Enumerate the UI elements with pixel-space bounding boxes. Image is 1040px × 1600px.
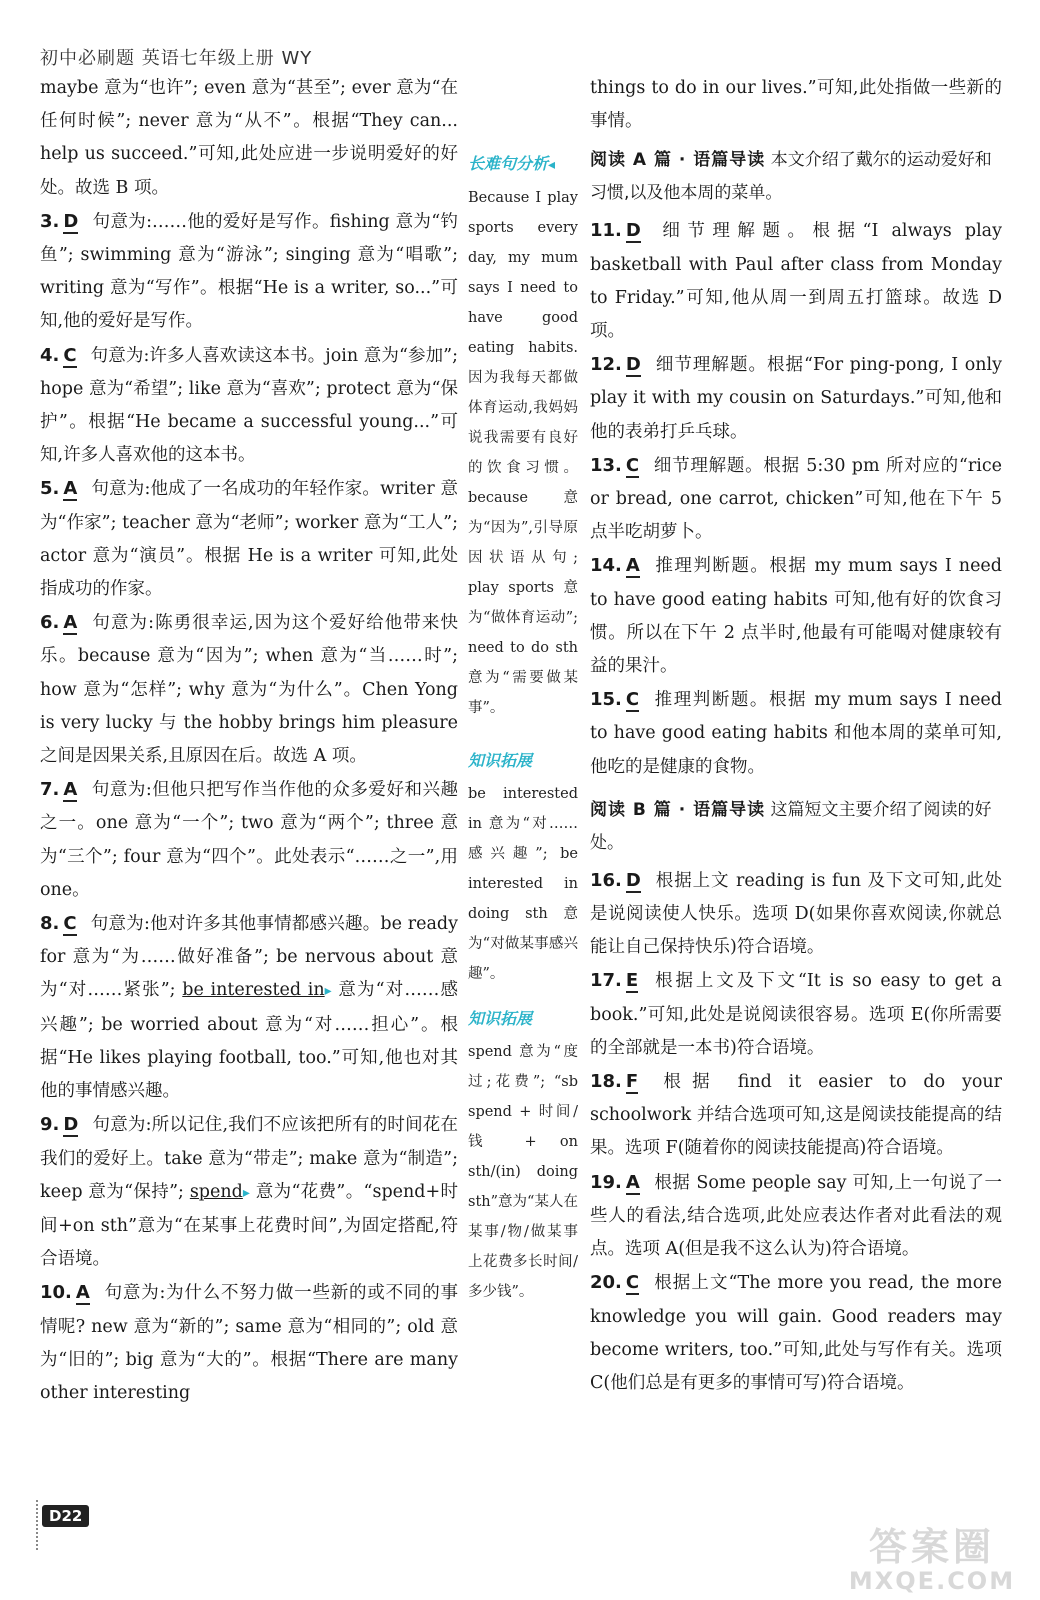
item-explanation: 细节理解题。根据“I always play basketball with Paul after class from Monday to Friday.”可知,他从周一到周五打篮球。故选 D 项。 [590, 221, 1002, 342]
item-answer: A [75, 1282, 90, 1304]
item-answer: C [625, 1272, 640, 1294]
item-answer: C [625, 454, 640, 476]
section-summary: 这篇短文主要介绍了阅读的好处。 [590, 799, 992, 853]
item-explanation: 句意为:……他的爱好是写作。fishing 意为“钓鱼”; swimming 意为“游泳”; singing 意为“唱歌”; writing 意为“写作”。根据“He is a writer, so...”可知,他的爱好是写作。 [40, 211, 458, 332]
answer-item-19 [590, 1166, 1002, 1267]
item-explanation: 句意为:所以记住,我们不应该把所有的时间花在我们的爱好上。take 意为“带走”; make 意为“制造”; keep 意为“保持”; [40, 1115, 458, 1202]
item-explanation-cont: 意为“对……感兴趣”; be worried about 意为“对……担心”。根据“He likes playing football, too.”可知,他也对其他的事情感兴趣。 [40, 980, 458, 1102]
item-explanation: 根据 find it easier to do your schoolwork 并结合选项可知,这是阅读技能提高的结果。选项 F(随着你的阅读技能提高)符合语境。 [590, 1072, 1002, 1159]
section-b-heading [590, 794, 1002, 860]
left-intro: maybe 意为“也许”; even 意为“甚至”; ever 意为“在任何时候”; never 意为“从不”。根据“They can... help us succeed.”可知,此处应进一步说明爱好的好处。故选 B 项。 [40, 78, 458, 198]
pointer-arrow-icon: ◂ [548, 157, 556, 173]
note-title: 知识拓展 [468, 751, 533, 770]
left-column [40, 72, 458, 1410]
item-answer: A [63, 478, 78, 500]
answer-item-13 [590, 449, 1002, 550]
item-answer: D [63, 210, 79, 232]
answer-item-3 [40, 205, 458, 339]
item-explanation: 根据上文“The more you read, the more knowledge you will gain. Good readers may become writers, too.”可知,此处与写作有关。选项 C(他们总是有更多的事情可写)符合语境。 [590, 1273, 1002, 1393]
note-knowledge-2 [468, 1005, 578, 1307]
item-answer: C [63, 344, 77, 366]
item-explanation: 根据上文及下文“It is so easy to get a book.”可知,此处是说阅读很容易。选项 E(你所需要的全部就是一本书)符合语境。 [590, 971, 1002, 1058]
section-label: 阅读 A 篇 · 语篇导读 [590, 150, 766, 171]
item-number: 20. [590, 1272, 622, 1294]
link-arrow-icon: ▸ [324, 983, 332, 1000]
item-number: 17. [590, 970, 622, 992]
sidebar-notes [468, 150, 578, 1323]
item-answer: D [625, 869, 641, 891]
item-number: 10. [40, 1282, 72, 1304]
right-column [590, 72, 1002, 1400]
note-title: 知识拓展 [468, 1009, 533, 1028]
item-answer: C [625, 689, 640, 711]
item-explanation: 推理判断题。根据 my mum says I need to have good eating habits 和他本周的菜单可知,他吃的是健康的食物。 [590, 690, 1002, 777]
item-explanation: 细节理解题。根据“For ping-pong, I only play it with my cousin on Saturdays.”可知,他和他的表弟打乒乓球。 [590, 355, 1002, 442]
answer-item-10 [40, 1276, 458, 1410]
section-summary: 本文介绍了戴尔的运动爱好和习惯,以及他本周的菜单。 [590, 150, 992, 204]
item-answer: A [625, 1171, 640, 1193]
answer-item-7 [40, 773, 458, 907]
answer-item-5 [40, 472, 458, 606]
item-explanation: 根据 Some people say 可知,上一句说了一些人的看法,结合选项,此处应表达作者对此看法的观点。选项 A(但是我不这么认为)符合语境。 [590, 1172, 1002, 1260]
note-knowledge-1 [468, 747, 578, 989]
item-number: 12. [590, 354, 622, 376]
note-long-sentence [468, 150, 578, 723]
answer-item-4 [40, 339, 458, 473]
item-answer: C [63, 913, 77, 935]
answer-item-18 [590, 1065, 1002, 1166]
item-number: 14. [590, 555, 622, 577]
item-answer: E [625, 970, 639, 992]
note-text: be interested in 意为“对……感兴趣”; be interested in doing sth 意为“对做某事感兴趣”。 [468, 786, 578, 982]
item-number: 9. [40, 1114, 60, 1136]
item-explanation: 句意为:但他只把写作当作他的众多爱好和兴趣之一。one 意为“一个”; two 意为“两个”; three 意为“三个”; four 意为“四个”。此处表示“……之一”,用 one。 [40, 780, 458, 900]
item-number: 7. [40, 779, 60, 801]
right-intro: things to do in our lives.”可知,此处指做一些新的事情。 [590, 78, 1002, 132]
item-explanation: 根据上文 reading is fun 及下文可知,此处是说阅读使人快乐。选项 D(如果你喜欢阅读,你就总能让自己保持快乐)符合语境。 [590, 870, 1002, 958]
item-explanation: 句意为:许多人喜欢读这本书。join 意为“参加”; hope 意为“希望”; like 意为“喜欢”; protect 意为“保护”。根据“He became a successful young...”可知,许多人喜欢他的这本书。 [40, 345, 458, 466]
item-answer: A [63, 779, 78, 801]
item-explanation: 句意为:为什么不努力做一些新的或不同的事情呢? new 意为“新的”; same 意为“相同的”; old 意为“旧的”; big 意为“大的”。根据“There are many other interesting [40, 1283, 458, 1403]
item-number: 19. [590, 1171, 622, 1193]
item-number: 18. [590, 1071, 622, 1093]
item-answer: A [625, 555, 640, 577]
item-number: 13. [590, 454, 622, 476]
link-arrow-icon: ▸ [242, 1184, 250, 1201]
item-number: 5. [40, 478, 60, 500]
note-text: spend 意为“度过;花费”; “sb spend + 时间/钱 + on sth/(in) doing sth”意为“某人在某事/物/做某事上花费多长时间/多少钱”。 [468, 1044, 578, 1300]
watermark-logo [842, 1516, 1022, 1595]
answer-item-14 [590, 549, 1002, 683]
answer-item-11 [590, 214, 1002, 348]
answer-item-15 [590, 683, 1002, 784]
watermark-url: MXQE.COM [848, 1567, 1016, 1595]
item-answer: D [625, 354, 641, 376]
item-number: 4. [40, 344, 60, 366]
item-number: 16. [590, 869, 622, 891]
answer-item-6 [40, 606, 458, 773]
section-label: 阅读 B 篇 · 语篇导读 [590, 799, 766, 820]
item-number: 6. [40, 612, 60, 634]
item-answer: D [63, 1114, 79, 1136]
answer-item-20 [590, 1266, 1002, 1400]
linked-phrase: spend [189, 1181, 243, 1202]
item-number: 3. [40, 210, 60, 232]
item-answer: D [625, 220, 641, 242]
item-explanation-cont: 意为“花费”。“spend+时间+on sth”意为“在某事上花费时间”,为固定搭配,符合语境。 [40, 1181, 459, 1270]
item-explanation: 句意为:他对许多其他事情都感兴趣。be ready for 意为“为……做好准备”; be nervous about 意为“对……紧张”; [40, 914, 458, 1001]
section-a-heading [590, 144, 1002, 210]
answer-item-9 [40, 1108, 458, 1276]
note-text: Because I play sports every day, my mum says I need to have good eating habits. 因为我每天都做体育运动,我妈妈说我需要有良好的饮食习惯。because 意为“因为”,引导原因状语从句; play sports 意为“做体育运动”; need to do sth 意为“需要做某事”。 [468, 190, 578, 716]
note-title: 长难句分析◂ [468, 154, 556, 173]
answer-item-12 [590, 348, 1002, 449]
item-answer: A [63, 612, 78, 634]
answer-item-16 [590, 864, 1002, 965]
linked-phrase: be interested in [182, 980, 325, 1001]
item-number: 11. [590, 220, 622, 242]
watermark-text: 答案圈 [868, 1525, 995, 1569]
item-explanation: 推理判断题。根据 my mum says I need to have good eating habits 可知,他有好的饮食习惯。所以在下午 2 点半时,他最有可能喝对健康较有益的果汁。 [590, 556, 1002, 677]
page-header: 初中必刷题 英语七年级上册 WY [40, 48, 313, 69]
item-explanation: 句意为:他成了一名成功的年轻作家。writer 意为“作家”; teacher 意为“老师”; worker 意为“工人”; actor 意为“演员”。根据 He is a writer 可知,此处指成功的作家。 [40, 479, 458, 600]
item-explanation: 句意为:陈勇很幸运,因为这个爱好给他带来快乐。because 意为“因为”; when 意为“当……时”; how 意为“怎样”; why 意为“为什么”。Chen Yong is very lucky 与 the hobby brings him pleasure 之间是因果关系,且原因在后。故选 A 项。 [40, 613, 458, 767]
page-number-badge: D22 [42, 1505, 89, 1527]
item-explanation: 细节理解题。根据 5:30 pm 所对应的“rice or bread, one carrot, chicken”可知,他在下午 5 点半吃胡萝卜。 [590, 455, 1002, 543]
item-number: 8. [40, 913, 60, 935]
answer-item-8 [40, 907, 458, 1108]
item-answer: F [625, 1071, 639, 1093]
answer-item-17 [590, 964, 1002, 1065]
item-number: 15. [590, 689, 622, 711]
